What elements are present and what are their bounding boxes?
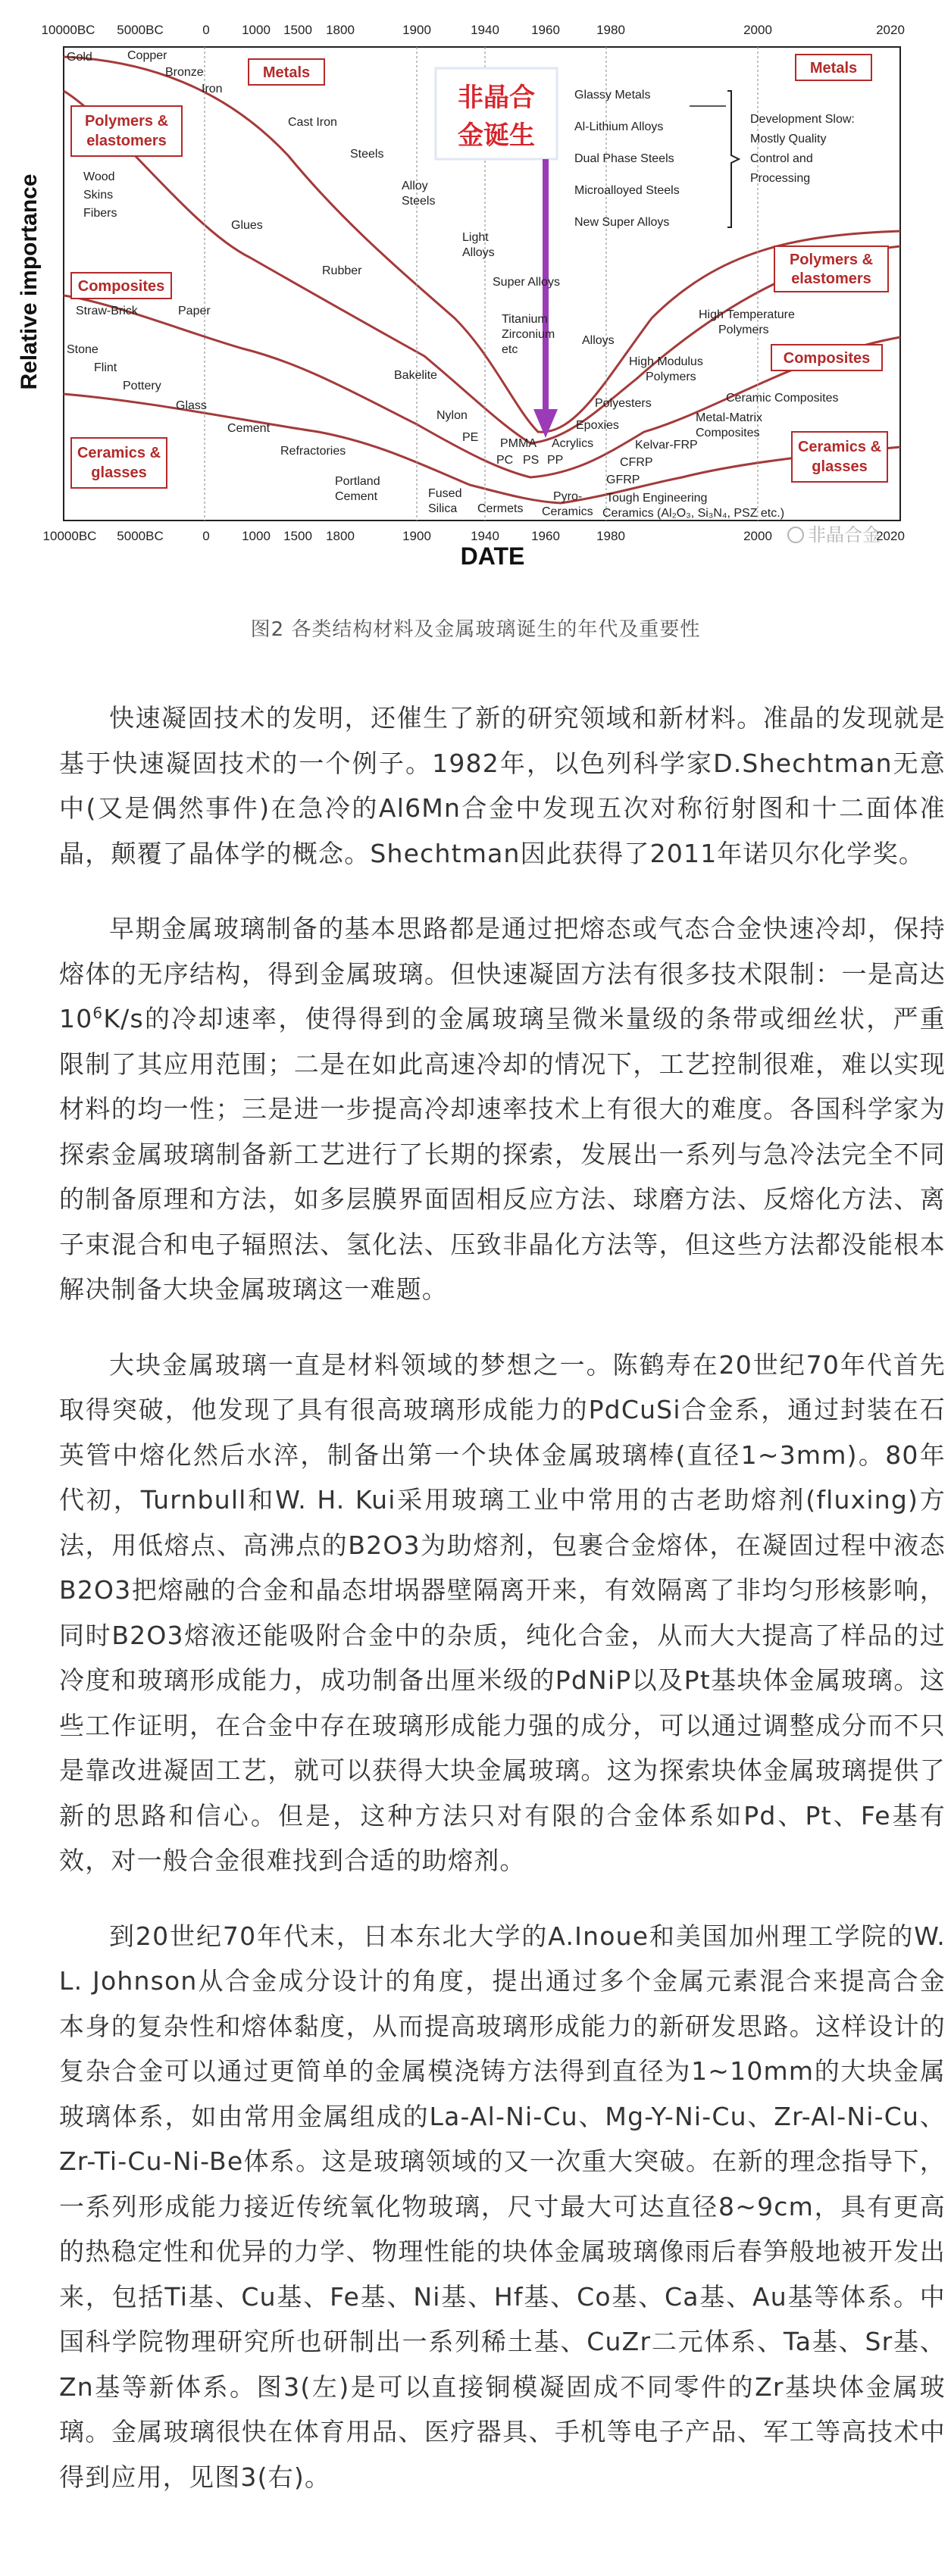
article-body xyxy=(59,696,946,2530)
materials-evolution-figure xyxy=(0,0,951,568)
box-polymers-right-1: Polymers & xyxy=(789,252,874,268)
tick-top-4: 1500 xyxy=(283,23,312,37)
label-cement: Cement xyxy=(227,422,271,435)
box-ceramics-left-1: Ceramics & xyxy=(77,445,161,461)
birth-line-1: 非晶合 xyxy=(458,83,535,112)
label-alloy-steels-1: Alloy xyxy=(402,180,428,192)
tick-top-7: 1940 xyxy=(471,23,499,37)
label-glassy-metals: Glassy Metals xyxy=(574,89,651,102)
tick-top-10: 2000 xyxy=(743,23,772,37)
tick-bottom-7: 1940 xyxy=(471,529,499,543)
label-light-alloys-2: Alloys xyxy=(462,246,495,259)
label-gfrp: GFRP xyxy=(606,474,640,486)
label-portland-2: Cement xyxy=(335,490,378,503)
tick-bottom-5: 1800 xyxy=(326,529,355,543)
box-ceramics-left-2: glasses xyxy=(91,464,147,481)
tick-top-9: 1980 xyxy=(596,23,625,37)
label-light-alloys-1: Light xyxy=(462,231,489,244)
box-composites-right: Composites xyxy=(783,350,871,367)
label-microalloyed: Microalloyed Steels xyxy=(574,184,680,197)
tick-top-1: 5000BC xyxy=(117,23,164,37)
label-straw-brick: Straw-Brick xyxy=(76,305,138,317)
label-alloy-steels-2: Steels xyxy=(402,195,436,208)
label-portland-1: Portland xyxy=(335,475,380,488)
label-fibers: Fibers xyxy=(83,207,117,220)
label-acrylics: Acrylics xyxy=(552,437,594,450)
label-fused-2: Silica xyxy=(428,502,458,515)
label-high-mod-1: High Modulus xyxy=(629,355,703,368)
tick-bottom-9: 1980 xyxy=(596,529,625,543)
label-glues: Glues xyxy=(231,219,263,232)
label-dev-slow-2: Mostly Quality xyxy=(750,133,827,145)
tick-bottom-4: 1500 xyxy=(283,529,312,543)
label-paper: Paper xyxy=(178,305,211,317)
label-high-mod-2: Polymers xyxy=(646,370,696,383)
figure-caption: 图2 各类结构材料及金属玻璃诞生的年代及重要性 xyxy=(250,618,701,641)
label-titanium-3: etc xyxy=(502,343,518,356)
box-metals-right: Metals xyxy=(809,60,858,77)
tick-top-11: 2020 xyxy=(876,23,905,37)
y-axis-title: Relative importance xyxy=(17,174,42,390)
label-al-li: Al-Lithium Alloys xyxy=(574,120,664,133)
tick-top-5: 1800 xyxy=(326,23,355,37)
label-glass: Glass xyxy=(176,399,207,412)
label-metal-matrix-1: Metal-Matrix xyxy=(696,411,763,424)
label-cfrp: CFRP xyxy=(620,456,653,469)
box-polymers-left-2: elastomers xyxy=(86,133,167,149)
label-fused-1: Fused xyxy=(428,487,462,500)
label-wood: Wood xyxy=(83,170,115,183)
label-flint: Flint xyxy=(94,361,117,374)
paragraph-2 xyxy=(59,906,946,1312)
label-high-temp-1: High Temperature xyxy=(699,308,795,321)
label-refractories: Refractories xyxy=(280,445,346,458)
label-dual-phase: Dual Phase Steels xyxy=(574,152,674,165)
label-cermets: Cermets xyxy=(477,502,524,515)
tick-top-6: 1900 xyxy=(402,23,431,37)
label-iron: Iron xyxy=(202,83,223,95)
tick-bottom-3: 1000 xyxy=(242,529,271,543)
label-rubber: Rubber xyxy=(322,264,362,277)
watermark-text: 非晶合金 xyxy=(808,525,881,546)
tick-top-8: 1960 xyxy=(531,23,560,37)
paragraph-4: 到20世纪70年代末，日本东北大学的A.Inoue和美国加州理工学院的W. L. Johnson从合金成分设计的角度，提出通过多个金属元素混合来提高合金本身的复杂性和熔体黏度，从而提高玻璃形成能力的新研发思路。这样设计的复杂合金可以通过更简单的金属模浇铸方法得到直径为1~10mm的大块金属玻璃体系，如由常用金属组成的La-Al-Ni-Cu、Mg-Y-Ni-Cu、Zr-Al-Ni-Cu、Zr-Ti-Cu-Ni-Be体系。这是玻璃领域的又一次重大突破。在新的理念指导下，一系列形成能力接近传统氧化物玻璃，尺寸最大可达直径8~9cm，具有更高的热稳定性和优异的力学、物理性能的块体金属玻璃像雨后春笋般地被开发出来，包括Ti基、Cu基、Fe基、Ni基、Hf基、Co基、Ca基、Au基等体系。中国科学院物理研究所也研制出一系列稀土基、CuZr二元体系、Ta基、Sr基、Zn基等新体系。图3(左)是可以直接铜模凝固成不同零件的Zr基块体金属玻璃。金属玻璃很快在体育用品、医疗器具、手机等电子产品、军工等高技术中得到应用，见图3(右)。 xyxy=(59,1921,946,2492)
label-pottery: Pottery xyxy=(123,380,161,392)
label-high-temp-2: Polymers xyxy=(718,324,769,336)
label-epoxies: Epoxies xyxy=(576,419,619,432)
label-pp: PP xyxy=(547,454,564,467)
label-dev-slow-4: Processing xyxy=(750,172,811,185)
label-new-super: New Super Alloys xyxy=(574,216,670,229)
paragraph-1: 快速凝固技术的发明，还催生了新的研究领域和新材料。准晶的发现就是基于快速凝固技术的一个例子。1982年，以色列科学家D.Shechtman无意中(又是偶然事件)在急冷的Al6Mn合金中发现五次对称衍射图和十二面体准晶，颠覆了晶体学的概念。Shechtman因此获得了2011年诺贝尔化学奖。 xyxy=(59,703,946,868)
tick-bottom-1: 5000BC xyxy=(117,529,164,543)
tick-bottom-0: 10000BC xyxy=(42,529,97,543)
paragraph-3: 大块金属玻璃一直是材料领域的梦想之一。陈鹤寿在20世纪70年代首先取得突破，他发现了具有很高玻璃形成能力的PdCuSi合金系，通过封装在石英管中熔化然后水淬，制备出第一个块体金属玻璃棒(直径1~3mm)。80年代初，Turnbull和W. H. Kui采用玻璃工业中常用的古老助熔剂(fluxing)方法，用低熔点、高沸点的B2O3为助熔剂，包裹合金熔体，在凝固过程中液态B2O3把熔融的合金和晶态坩埚器壁隔离开来，有效隔离了非均匀形核影响，同时B2O3熔液还能吸附合金中的杂质，纯化合金，从而大大提高了样品的过冷度和玻璃形成能力，成功制备出厘米级的PdNiP以及Pt基块体金属玻璃。这些工作证明，在合金中存在玻璃形成能力强的成分，可以通过调整成分而不只是靠改进凝固工艺，就可以获得大块金属玻璃。这为探索块体金属玻璃提供了新的思路和信心。但是，这种方法只对有限的合金体系如Pd、Pt、Fe基有效，对一般合金很难找到合适的助熔剂。 xyxy=(59,1349,946,1875)
label-copper: Copper xyxy=(127,49,167,62)
box-metals-left: Metals xyxy=(262,64,311,81)
label-dev-slow-3: Control and xyxy=(750,152,813,165)
label-kelvar: Kelvar-FRP xyxy=(635,439,698,452)
label-tough-eng-2: Ceramics (Al₂O₃, Si₃N₄, PSZ etc.) xyxy=(602,507,785,520)
tick-bottom-8: 1960 xyxy=(531,529,560,543)
label-steels: Steels xyxy=(350,148,384,161)
label-pyro-2: Ceramics xyxy=(542,505,593,518)
label-bronze: Bronze xyxy=(165,66,204,79)
label-pyro-1: Pyro- xyxy=(553,490,583,503)
paragraph-2-part-b: K/s的冷却速率，使得得到的金属玻璃呈微米量级的条带或细丝状，严重限制了其应用范围；二是在如此高速冷却的情况下，工艺控制很难，难以实现材料的均一性；三是进一步提高冷却速率技术上有很大的难度。各国科学家为探索金属玻璃制备新工艺进行了长期的探索，发展出一系列与急冷法完全不同的制备原理和方法，如多层膜界面固相反应方法、球磨方法、反熔化方法、离子束混合和电子辐照法、氢化法、压致非晶化方法等，但这些方法都没能根本解决制备大块金属玻璃这一难题。 xyxy=(59,1004,946,1304)
label-pe: PE xyxy=(462,431,479,444)
paragraph-2-part-a: 早期金属玻璃制备的基本思路都是通过把熔态或气态合金快速冷却，保持熔体的无序结构，得到金属玻璃。但快速凝固方法有很多技术限制：一是高达10 xyxy=(59,914,946,1033)
x-axis-title: DATE xyxy=(460,542,525,568)
label-polyesters: Polyesters xyxy=(595,397,652,410)
figure-svg xyxy=(0,0,951,568)
label-tough-eng-1: Tough Engineering xyxy=(606,492,708,505)
label-skins: Skins xyxy=(83,189,114,202)
tick-bottom-6: 1900 xyxy=(402,529,431,543)
exponent: 6 xyxy=(92,1004,104,1022)
box-composites-left: Composites xyxy=(77,278,165,295)
box-ceramics-right-2: glasses xyxy=(812,458,868,475)
tick-bottom-10: 2000 xyxy=(743,529,772,543)
label-pmma: PMMA xyxy=(500,437,537,450)
label-gold: Gold xyxy=(67,51,92,64)
label-cast-iron: Cast Iron xyxy=(288,116,337,129)
tick-bottom-11: 2020 xyxy=(876,529,905,543)
box-polymers-left-1: Polymers & xyxy=(84,113,169,130)
tick-bottom-2: 0 xyxy=(202,529,210,543)
box-ceramics-right-1: Ceramics & xyxy=(797,439,882,455)
label-dev-slow-1: Development Slow: xyxy=(750,113,855,126)
label-metal-matrix-2: Composites xyxy=(696,427,760,439)
label-pc: PC xyxy=(496,454,514,467)
label-bakelite: Bakelite xyxy=(394,369,437,382)
label-nylon: Nylon xyxy=(436,409,468,422)
box-polymers-right-2: elastomers xyxy=(791,270,871,287)
label-stone: Stone xyxy=(67,343,99,356)
label-alloys: Alloys xyxy=(582,334,615,347)
tick-top-2: 0 xyxy=(202,23,210,37)
label-ceramic-comp: Ceramic Composites xyxy=(726,392,839,405)
label-super-alloys: Super Alloys xyxy=(493,276,560,289)
label-titanium-1: Titanium xyxy=(502,313,548,326)
birth-line-2: 金诞生 xyxy=(458,121,535,150)
label-titanium-2: Zirconium xyxy=(502,328,555,341)
tick-top-0: 10000BC xyxy=(41,23,95,37)
tick-top-3: 1000 xyxy=(242,23,271,37)
label-ps: PS xyxy=(523,454,540,467)
